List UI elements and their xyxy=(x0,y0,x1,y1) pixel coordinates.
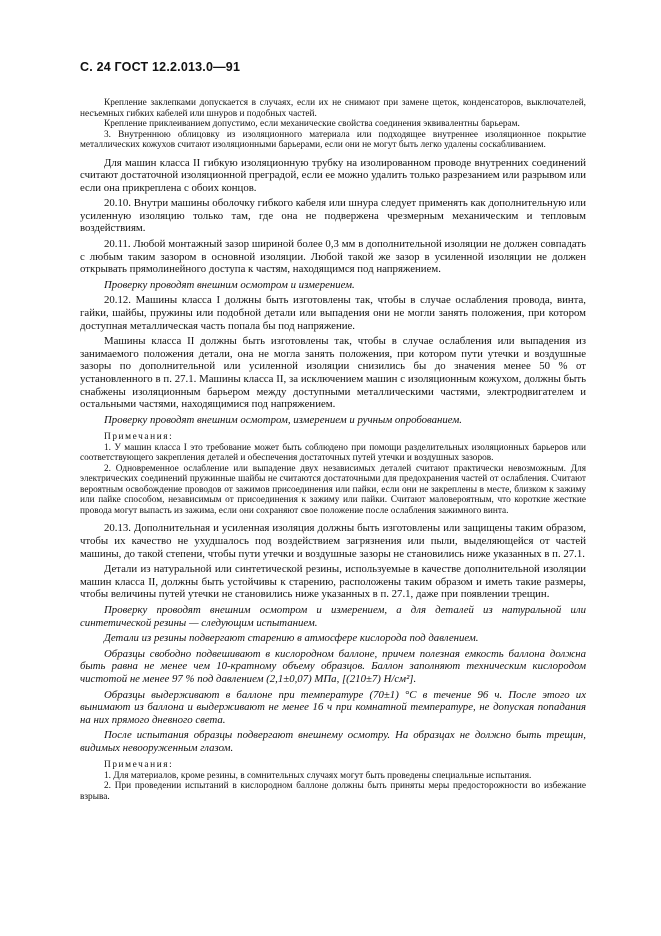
para-20-12-class2: Машины класса II должны быть изготовлены так, чтобы в случае ослабления или выпадения из занимаемого положения детали, она не могла занять положения, при котором пути утечки и воздушные зазоры по дополнительной или усиленной изоляции снизились бы до значения менее 50 % от установленного в п. 27.1. Машины класса II, за исключением машин с изоляционным кожухом, должны быть снабжены изоляционным барьером между доступными металлическими частями, электродвигателем и остальными частями, находящимися под напряжением. xyxy=(80,335,586,411)
para-20-13: 20.13. Дополнительная и усиленная изоляция должны быть изготовлены или защищены таким образом, чтобы их качество не ухудшалось под воздействием загрязнения или пыли, выделяющейся от частей машины, до такой степени, чтобы пути утечки и воздушные зазоры не становились ниже указанных в п. 27.1. xyxy=(80,522,586,560)
note-20-13-1: 1. Для материалов, кроме резины, в сомнительных случаях могут быть проведены специальные испытания. xyxy=(104,770,532,781)
notes-label-2: Примечания: xyxy=(104,760,174,771)
page-header: С. 24 ГОСТ 12.2.013.0—91 xyxy=(80,60,241,74)
note-3-lining: 3. Внутреннюю облицовку из изоляционного материала или подходящее внутреннее изоляционное покрытие металлических кожухов считают изоляционными барьерами, если они не могут быть легко удалены соскабливанием. xyxy=(80,129,586,150)
para-20-10: 20.10. Внутри машины оболочку гибкого кабеля или шнура следует применять как дополнительную или усиленную изоляцию только там, где она не подвержена чрезмерным механическим и тепловым воздействиям. xyxy=(80,197,586,235)
para-20-11: 20.11. Любой монтажный зазор шириной более 0,3 мм в дополнительной изоляции не должен совпадать с любым таким зазором в основной изоляции. Любой такой же зазор в усиленной изоляции не должен открывать прямолинейного доступа к частям, находящимся под напряжением. xyxy=(80,238,586,276)
aging-oxygen: Детали из резины подвергают старению в атмосфере кислорода под давлением. xyxy=(104,632,479,645)
samples-held: Образцы выдерживают в баллоне при температуре (70±1) °С в течение 96 ч. После этого их вынимают из баллона и выдерживают не менее 16 ч при комнатной температуре, не допуская попадания на них прямого дневного света. xyxy=(80,688,586,726)
samples-suspended: Образцы свободно подвешивают в кислородном баллоне, причем полезная емкость баллона должна быть равна не менее чем 10-кратному объему образцов. Баллон заполняют техническим кислородом чистотой не менее 97 % под давлением (2,1±0,07) МПа, [(210±7) Н/см²]. xyxy=(80,647,586,685)
note-20-13-2: 2. При проведении испытаний в кислородном баллоне должны быть приняты меры предосторожности во избежание взрыва. xyxy=(80,781,586,802)
para-20-13-rubber: Детали из натуральной или синтетической резины, используемые в качестве дополнительной изоляции машин класса II, должны быть устойчивы к старению, расположены таким образом и иметь такие размеры, чтобы величины путей утечки не становились ниже указанных в п. 27.1, даже при появлении трещин. xyxy=(80,563,586,601)
check-20-11: Проверку проводят внешним осмотром и измерением. xyxy=(104,278,355,291)
para-20-12: 20.12. Машины класса I должны быть изготовлены так, чтобы в случае ослабления провода, винта, гайки, шайбы, пружины или подобной детали или выпадения они не могли занять положения, при котором доступная металлическая часть попала бы под напряжение. xyxy=(80,294,586,332)
note-20-12-1: 1. У машин класса I это требование может быть соблюдено при помощи разделительных изоляционных барьеров или соответствующего закрепления деталей и обеспечения достаточных путей утечки и воздушных зазоров. xyxy=(80,442,586,464)
notes-label: Примечания: xyxy=(104,432,174,443)
after-test: После испытания образцы подвергают внешнему осмотру. На образцах не должно быть трещин, видимых невооруженным глазом. xyxy=(80,729,586,754)
note-rivets: Крепление заклепками допускается в случаях, если их не снимают при замене щеток, конденсаторов, выключателей, несъемных гибких кабелей или шнуров и подобных частей. xyxy=(80,98,586,119)
note-20-12-2: 2. Одновременное ослабление или выпадение двух независимых деталей считают практически невозможным. Для электрических соединений пружинные шайбы не считаются достаточными для предохранения частей от ослабления. Считают вероятным освобождение проводов от зажимов присоединения или пайки, если они не закреплены в месте, близком к зажиму или пайке способом, независимым от присоединения к зажиму или пайки. Считают маловероятным, что короткие жесткие провода могут выпасть из зажима, если они сохраняют свое положение после ослабления зажимного винта. xyxy=(80,463,586,516)
check-20-12: Проверку проводят внешним осмотром, измерением и ручным опробованием. xyxy=(104,413,462,426)
check-20-13: Проверку проводят внешним осмотром и измерением, а для деталей из натуральной или синтетической резины — следующим испытанием. xyxy=(80,603,586,629)
para-class2-tube: Для машин класса II гибкую изоляционную трубку на изолированном проводе внутренних соединений считают достаточной изоляционной преградой, если ее можно удалить только разрезанием или разрывом или если она прикреплена с обоих концов. xyxy=(80,156,586,194)
page-body xyxy=(80,98,586,802)
note-gluing: Крепление приклеиванием допустимо, если механические свойства соединения эквивалентны барьерам. xyxy=(104,119,520,129)
